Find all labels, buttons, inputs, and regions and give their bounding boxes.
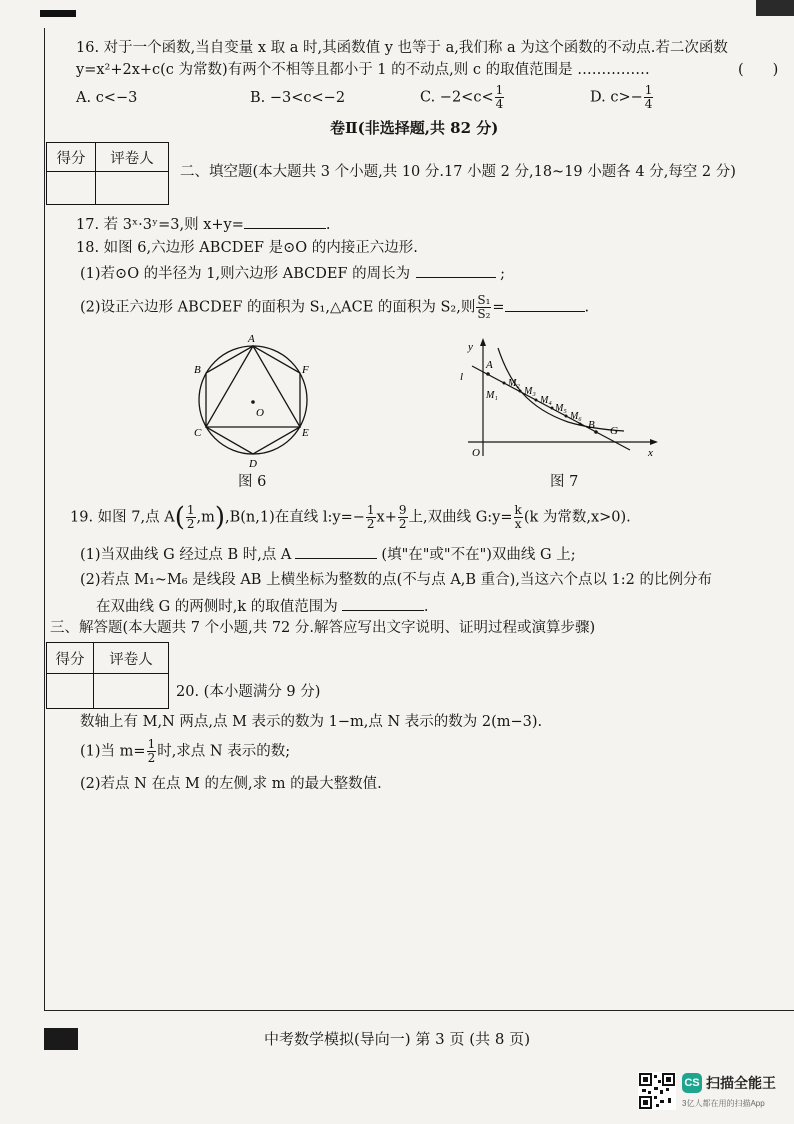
label-g: G bbox=[610, 425, 618, 437]
q16-option-d-fraction bbox=[644, 84, 654, 111]
q18-part2: (2)设正六边形 ABCDEF 的面积为 S₁,△ACE 的面积为 S₂,则 $\frac{\text{S₁}}{\text{S₂}}$ = . bbox=[80, 293, 590, 321]
q19-part2-line2 bbox=[96, 596, 428, 617]
q19-part1-a: (1)当双曲线 G 经过点 B 时,点 A bbox=[80, 547, 292, 563]
grader-label: 评卷人 bbox=[96, 143, 169, 172]
label-b: B bbox=[588, 419, 595, 431]
q20-part1-a: (1)当 m= bbox=[80, 743, 146, 760]
qr-code bbox=[638, 1072, 676, 1110]
label-e: E bbox=[302, 427, 309, 439]
score-table-part2 bbox=[46, 142, 169, 205]
q19-part1-blank[interactable] bbox=[295, 544, 377, 559]
fraction-denominator: S₂ bbox=[477, 307, 491, 321]
fraction-numerator: 9 bbox=[398, 503, 407, 517]
label-o: O bbox=[472, 447, 480, 459]
y-axis-arrow bbox=[480, 338, 486, 346]
q18-part2-text: (2)设正六边形 ABCDEF 的面积为 S₁,△ACE 的面积为 S₂,则 bbox=[80, 299, 476, 316]
grader-cell bbox=[96, 172, 169, 205]
score-cell bbox=[47, 674, 94, 709]
fraction-denominator: 4 bbox=[644, 97, 653, 111]
label-f: F bbox=[302, 364, 309, 376]
q19-stem-b: ,B(n,1)在直线 l:y=− bbox=[225, 509, 365, 526]
circle-o bbox=[199, 346, 307, 454]
q20-title: 20. (本小题满分 9 分) bbox=[176, 684, 321, 700]
label-y: y bbox=[468, 341, 473, 353]
figure-7 bbox=[448, 336, 668, 466]
label-l: l bbox=[460, 371, 464, 383]
grader-label: 评卷人 bbox=[94, 643, 169, 674]
q18-part1-blank[interactable] bbox=[416, 263, 496, 278]
fraction-denominator: 2 bbox=[398, 517, 407, 531]
q17-answer-blank[interactable] bbox=[244, 214, 326, 229]
q19-stem-c: x+ bbox=[376, 509, 397, 526]
fraction-denominator: 2 bbox=[186, 517, 195, 531]
point-m2 bbox=[519, 390, 522, 393]
point-a-m: ,m bbox=[196, 509, 215, 526]
label-m5: M₅ bbox=[555, 403, 567, 414]
top-right-corner bbox=[756, 0, 794, 16]
scanner-logo-icon: CS bbox=[682, 1073, 702, 1093]
label-m6: M₆ bbox=[570, 411, 582, 422]
q16-option-c-fraction bbox=[495, 84, 505, 111]
part2-title: 卷Ⅱ(非选择题,共 82 分) bbox=[330, 119, 499, 137]
q19-stem bbox=[70, 504, 631, 531]
q18-part1-text: (1)若⊙O 的半径为 1,则六边形 ABCDEF 的周长为 bbox=[80, 266, 411, 282]
q18-part1-end: ; bbox=[500, 266, 505, 282]
q16-option-d bbox=[590, 84, 654, 111]
fraction-denominator: 4 bbox=[495, 97, 504, 111]
q18-part1 bbox=[80, 263, 505, 284]
q19-part1-b: (填"在"或"不在")双曲线 G 上; bbox=[381, 547, 576, 563]
fraction-numerator: 1 bbox=[147, 737, 156, 751]
fraction-denominator: 2 bbox=[147, 751, 156, 765]
q19-stem-e: (k 为常数,x>0). bbox=[523, 509, 631, 526]
q20-part1-b: 时,求点 N 表示的数; bbox=[157, 743, 291, 760]
q19-part2-blank[interactable] bbox=[342, 596, 424, 611]
figure-6-caption: 图 6 bbox=[238, 474, 267, 490]
q19-part2-b: 在双曲线 G 的两侧时,k 的取值范围为 bbox=[96, 599, 338, 615]
top-left-bar bbox=[40, 10, 76, 17]
label-a: A bbox=[486, 359, 493, 371]
scanner-brand: 扫描全能王 bbox=[706, 1075, 776, 1091]
fraction-numerator: 1 bbox=[495, 83, 504, 97]
section2-heading: 二、填空题(本大题共 3 个小题,共 10 分.17 小题 2 分,18~19 小题各 4 分,每空 2 分) bbox=[180, 164, 736, 180]
score-label: 得分 bbox=[47, 143, 96, 172]
page-footer: 中考数学模拟(导向一) 第 3 页 (共 8 页) bbox=[263, 1030, 531, 1048]
figure-6 bbox=[188, 330, 328, 475]
q19-part2-line1: (2)若点 M₁~M₆ 是线段 AB 上横坐标为整数的点(不与点 A,B 重合),当这六个点以 1:2 的比例分布 bbox=[80, 572, 713, 588]
fraction-denominator: x bbox=[514, 517, 522, 531]
score-cell bbox=[47, 172, 96, 205]
page-frame-left bbox=[44, 28, 45, 1010]
grader-cell bbox=[94, 674, 169, 709]
q16-option-d-prefix: D. c>− bbox=[590, 89, 643, 106]
q16-line2: y=x²+2x+c(c 为常数)有两个不相等且都小于 1 的不动点,则 c 的取值范围是 …………… bbox=[76, 62, 650, 78]
q17: 17. 若 3ˣ·3ʸ=3,则 x+y= . bbox=[76, 214, 331, 235]
x-axis-arrow bbox=[650, 439, 658, 445]
q19-part1 bbox=[80, 544, 576, 565]
q16-answer-paren: ( ) bbox=[738, 62, 779, 78]
point-m6 bbox=[579, 423, 582, 426]
point-m3 bbox=[535, 399, 538, 402]
section3-heading: 三、解答题(本大题共 7 个小题,共 72 分.解答应写出文字说明、证明过程或演算步骤) bbox=[50, 620, 596, 636]
q16-option-a: A. c<−3 bbox=[76, 90, 138, 106]
q17-text: 17. 若 3ˣ·3ʸ=3,则 x+y= bbox=[76, 217, 244, 233]
label-x: x bbox=[648, 447, 653, 459]
fraction-numerator: 1 bbox=[186, 503, 195, 517]
point-m5 bbox=[565, 415, 568, 418]
scanner-tagline: 3亿人都在用的扫描App bbox=[682, 1099, 765, 1108]
label-m3: M₃ bbox=[524, 386, 536, 397]
label-c: C bbox=[194, 427, 202, 439]
fraction-numerator: 1 bbox=[644, 83, 653, 97]
center-point bbox=[251, 400, 255, 404]
fraction-denominator: 2 bbox=[366, 517, 375, 531]
q19-stem-a: 19. 如图 7,点 A bbox=[70, 509, 175, 526]
label-o: O bbox=[256, 407, 264, 419]
q20-part2: (2)若点 N 在点 M 的左侧,求 m 的最大整数值. bbox=[80, 776, 382, 792]
fraction-numerator: 1 bbox=[366, 503, 375, 517]
label-a: A bbox=[248, 333, 255, 345]
label-b: B bbox=[194, 364, 201, 376]
label-m2: M₂ bbox=[508, 378, 520, 389]
q16-option-c bbox=[420, 84, 505, 111]
line-intercept-fraction bbox=[398, 504, 408, 531]
score-table-part3 bbox=[46, 642, 169, 709]
fraction-numerator: k bbox=[514, 503, 522, 517]
point-a bbox=[486, 372, 490, 376]
fraction-numerator: S₁ bbox=[477, 293, 491, 307]
m-value-fraction bbox=[147, 738, 157, 765]
label-m4: M₄ bbox=[540, 395, 552, 406]
q18-part2-blank[interactable] bbox=[505, 297, 585, 312]
point-a-x-fraction bbox=[186, 504, 196, 531]
triangle-ace bbox=[206, 346, 300, 427]
point-b bbox=[594, 430, 598, 434]
q19-part2-end: . bbox=[423, 599, 429, 615]
label-d: D bbox=[249, 458, 257, 470]
left-paren: ( bbox=[174, 502, 185, 533]
score-label: 得分 bbox=[47, 643, 94, 674]
point-m1 bbox=[503, 382, 506, 385]
point-m4 bbox=[551, 407, 554, 410]
q18-ratio-fraction bbox=[476, 294, 491, 321]
q16-line1: 16. 对于一个函数,当自变量 x 取 a 时,其函数值 y 也等于 a,我们称 a 为这个函数的不动点.若二次函数 bbox=[76, 40, 728, 56]
q16-option-b: B. −3<c<−2 bbox=[250, 90, 346, 106]
right-paren: ) bbox=[214, 502, 226, 533]
q18-equals: = bbox=[492, 299, 505, 316]
line-slope-fraction bbox=[366, 504, 376, 531]
q20-stem: 数轴上有 M,N 两点,点 M 表示的数为 1−m,点 N 表示的数为 2(m−3). bbox=[80, 714, 543, 730]
page-frame-bottom bbox=[44, 1010, 794, 1011]
q16-option-c-prefix: C. −2<c< bbox=[420, 89, 494, 106]
hyperbola-fraction bbox=[514, 504, 523, 531]
label-m1: M₁ bbox=[486, 390, 498, 401]
q18-stem: 18. 如图 6,六边形 ABCDEF 是⊙O 的内接正六边形. bbox=[76, 240, 418, 256]
hexagon-abcdef bbox=[206, 346, 300, 454]
q19-stem-d: 上,双曲线 G:y= bbox=[408, 509, 513, 526]
q20-part1 bbox=[80, 738, 290, 765]
figure-7-caption: 图 7 bbox=[550, 474, 579, 490]
